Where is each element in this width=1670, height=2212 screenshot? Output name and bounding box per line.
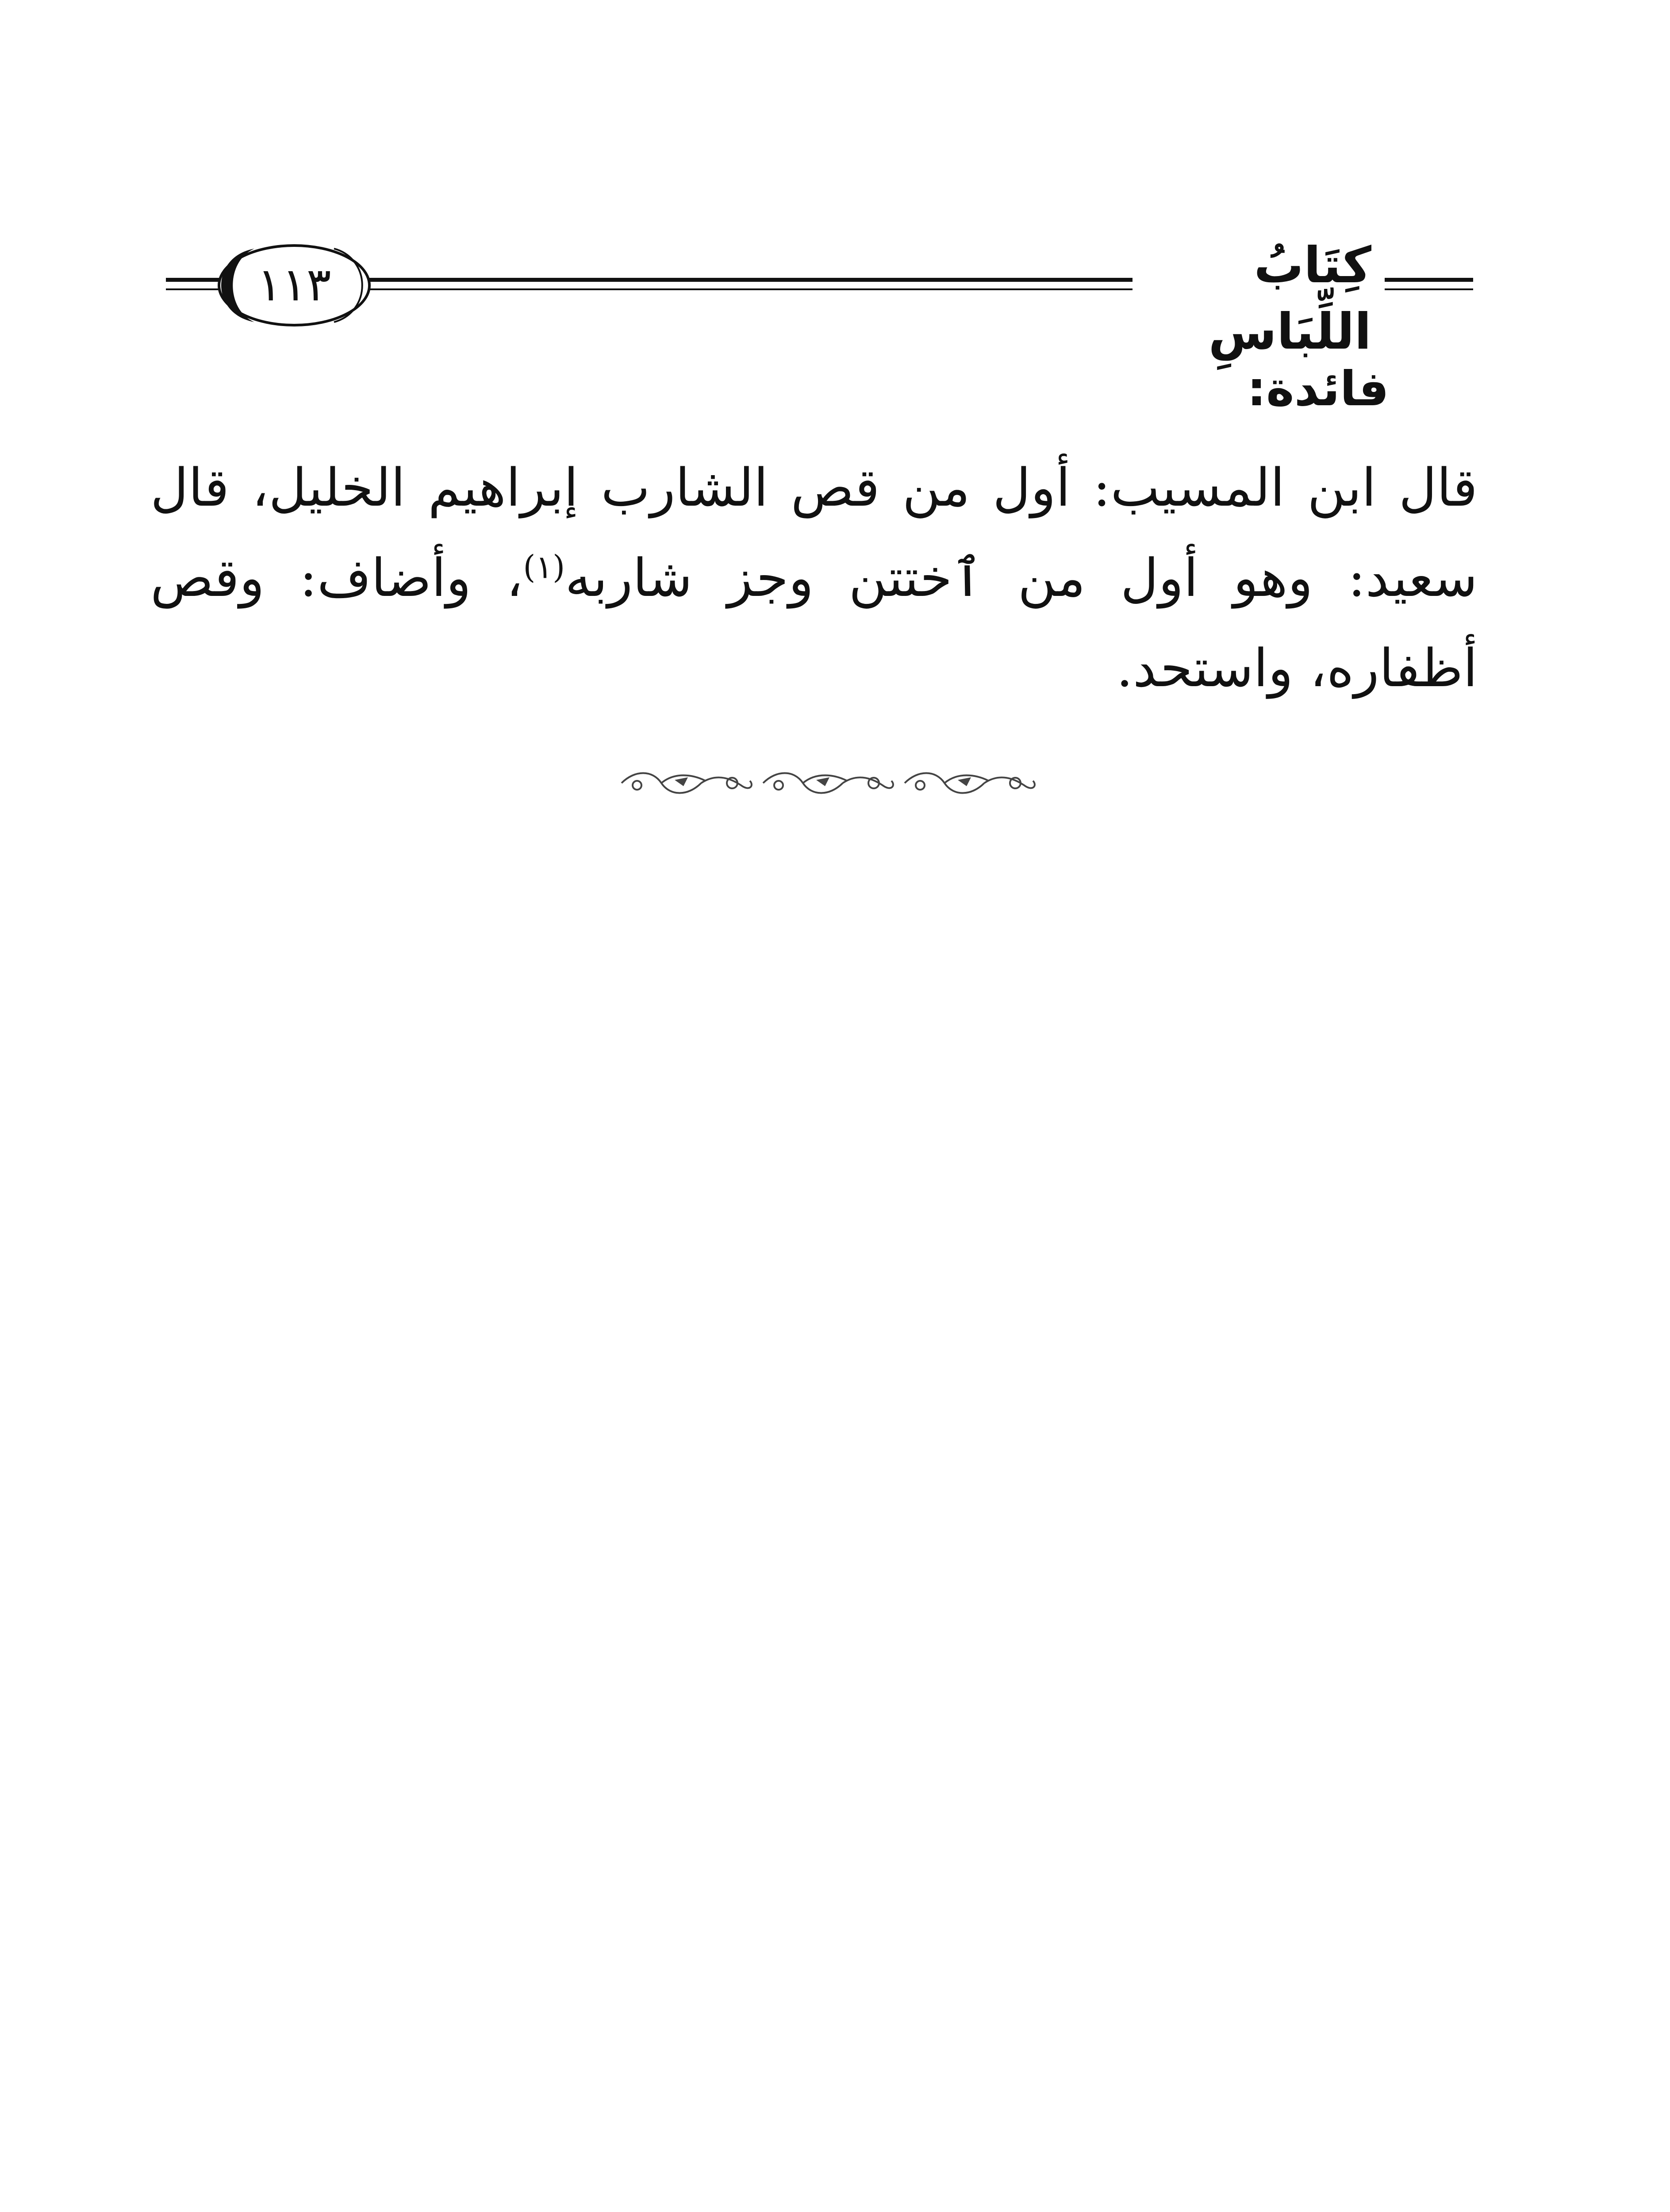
ornament-flourish-3 (905, 773, 1035, 793)
running-title: كِتَابُ اللِّبَاسِ (1208, 237, 1371, 361)
header-rule-right (1385, 278, 1473, 282)
header-rule-middle-thin (363, 288, 1133, 290)
ornament-divider (617, 768, 1037, 799)
page-number: ١١٣ (257, 257, 331, 311)
header-rule-middle (363, 278, 1133, 282)
ornament-flourish-2 (763, 773, 893, 793)
paragraph-text-part2: ، وأضاف: وقص أظفاره، واستحد. (150, 547, 1478, 699)
paragraph-text-part1: قال ابن المسيب: أول من قص الشارب إبراهيم الخليل، قال سعيد: وهو أول من ٱختتن وجز شاربه (150, 457, 1478, 608)
header-rule-right-thin (1385, 288, 1473, 290)
section-heading: فائدة: (1247, 361, 1389, 417)
ornament-flourish-1 (622, 773, 752, 793)
footnote-reference: (١) (523, 548, 565, 586)
body-paragraph (150, 442, 1478, 713)
